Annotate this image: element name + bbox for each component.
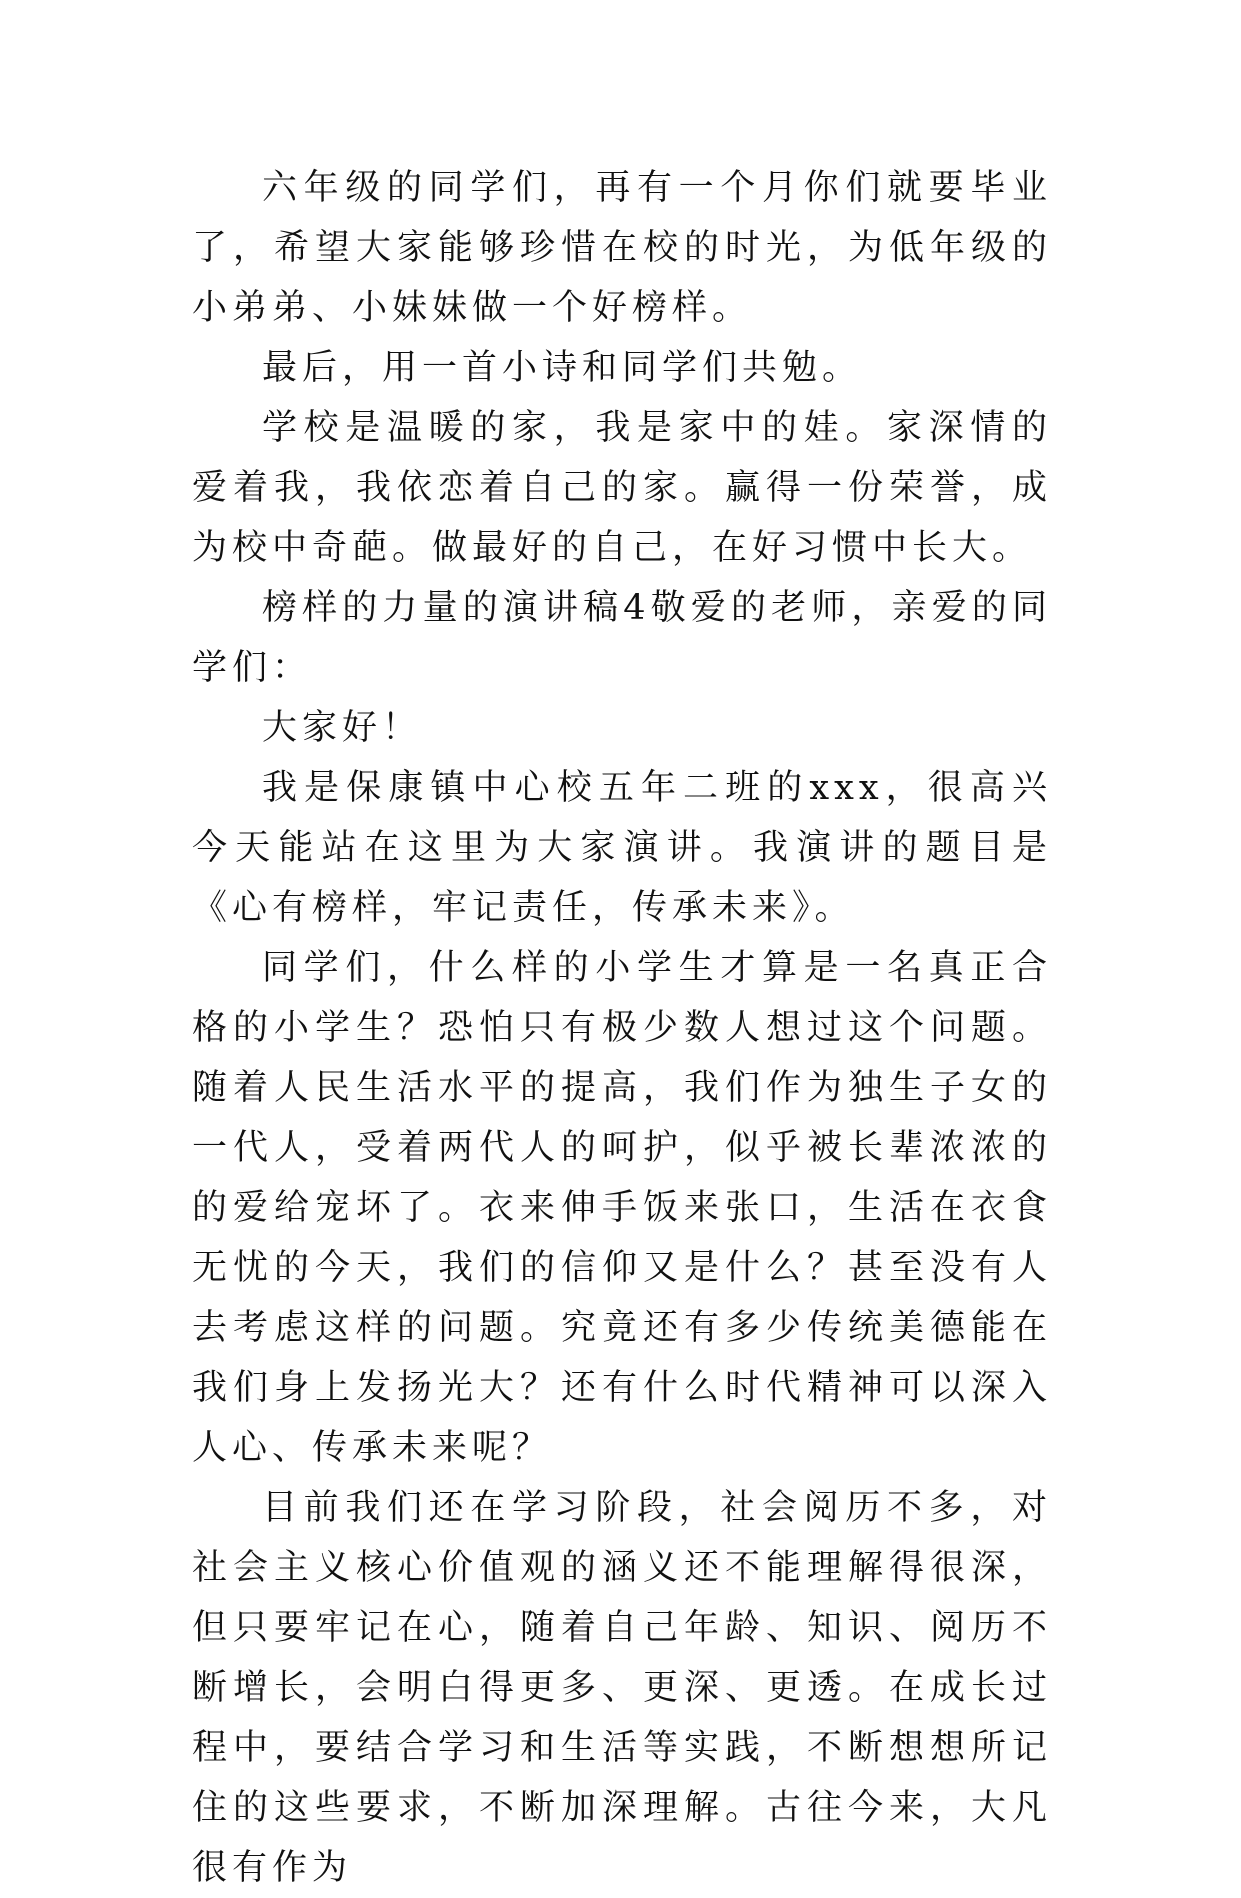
paragraph-poem: 学校是温暖的家，我是家中的娃。家深情的爱着我，我依恋着自己的家。赢得一份荣誉，成为校中奇葩。做最好的自己，在好习惯中长大。 <box>192 408 1052 568</box>
paragraph-greeting: 大家好！ <box>262 708 423 748</box>
paragraph-learning: 目前我们还在学习阶段，社会阅历不多，对社会主义核心价值观的涵义还不能理解得很深，但只要牢记在心，随着自己年龄、知识、阅历不断增长，会明白得更多、更深、更透。在成长过程中，要结合学习和生活等实践，不断想想所记住的这些要求，不断加深理解。古往今来，大凡很有作为 <box>192 1488 1052 1888</box>
paragraph-self-intro: 我是保康镇中心校五年二班的xxx，很高兴今天能站在这里为大家演讲。我演讲的题目是《心有榜样，牢记责任，传承未来》。 <box>192 768 1052 928</box>
paragraph-question: 同学们，什么样的小学生才算是一名真正合格的小学生？恐怕只有极少数人想过这个问题。随着人民生活水平的提高，我们作为独生子女的一代人，受着两代人的呵护，似乎被长辈浓浓的的爱给宠坏了。衣来伸手饭来张口，生活在衣食无忧的今天，我们的信仰又是什么？甚至没有人去考虑这样的问题。究竟还有多少传统美德能在我们身上发扬光大？还有什么时代精神可以深入人心、传承未来呢？ <box>192 948 1052 1468</box>
document-body <box>192 158 1052 1898</box>
paragraph-graduation: 六年级的同学们，再有一个月你们就要毕业了，希望大家能够珍惜在校的时光，为低年级的小弟弟、小妹妹做一个好榜样。 <box>192 168 1052 328</box>
paragraph-speech-title: 榜样的力量的演讲稿4敬爱的老师，亲爱的同学们： <box>192 588 1052 688</box>
paragraph-poem-intro: 最后，用一首小诗和同学们共勉。 <box>262 348 863 388</box>
